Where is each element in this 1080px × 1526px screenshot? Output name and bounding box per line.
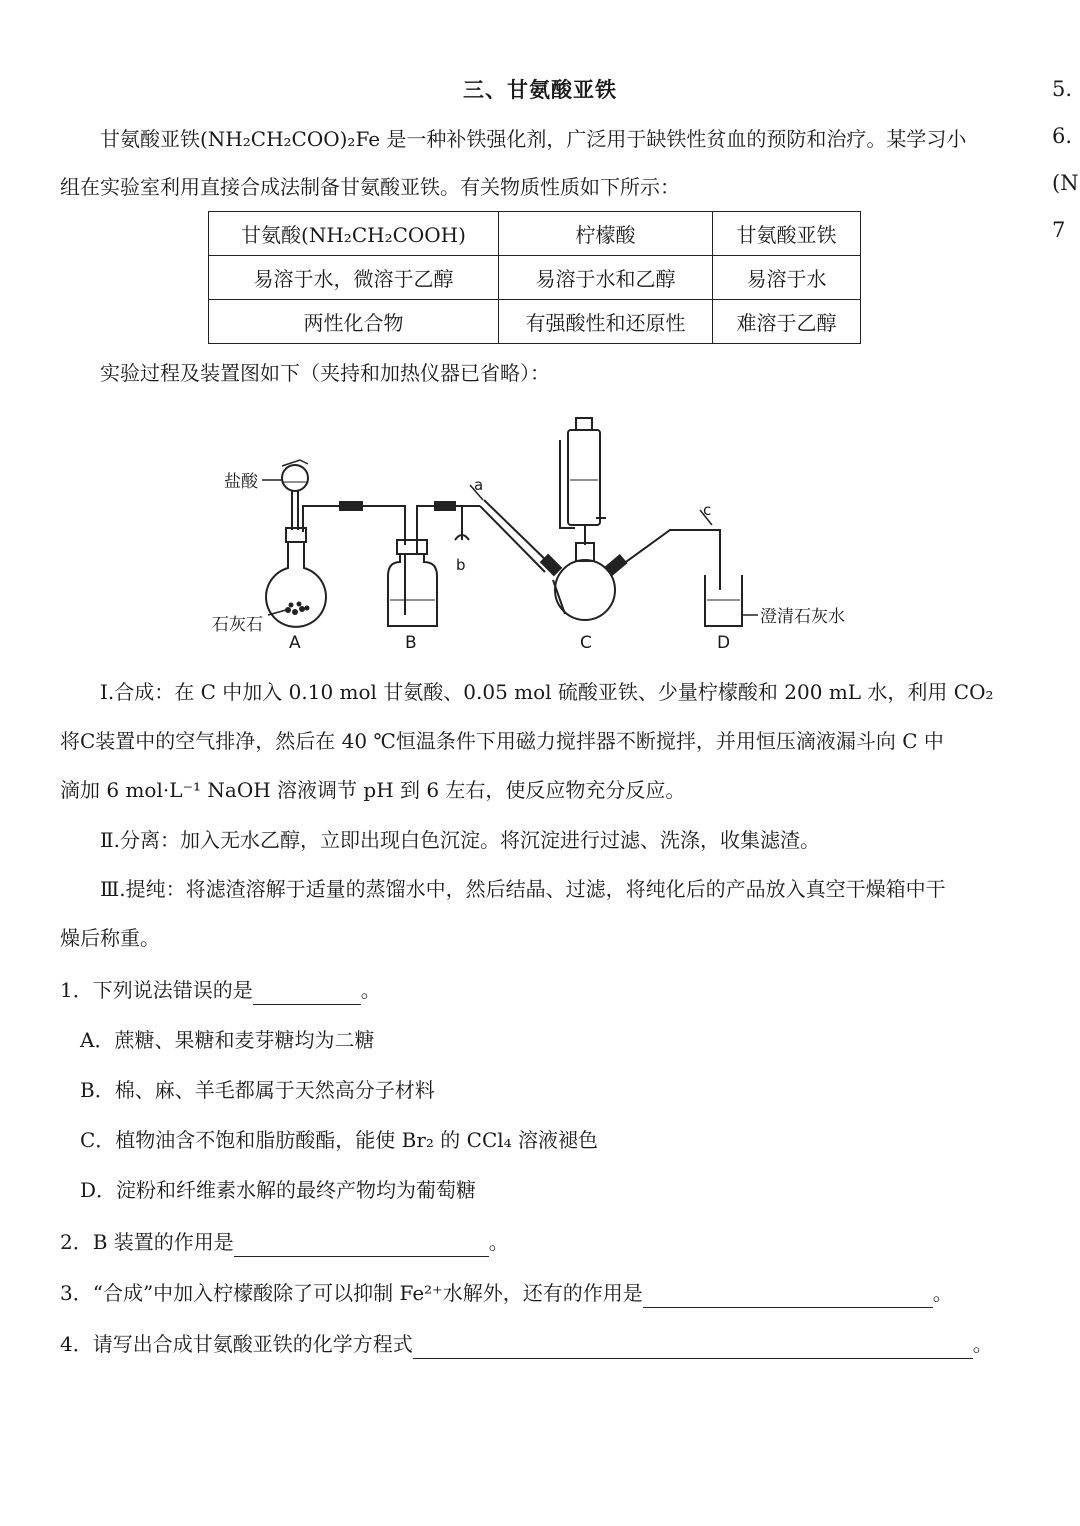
dropping-funnel-bulb xyxy=(282,465,308,491)
apparatus-diagram xyxy=(0,400,1080,660)
question-3-text: 3．“合成”中加入柠檬酸除了可以抑制 Fe²⁺水解外，还有的作用是 xyxy=(60,1281,643,1305)
answer-blank-3[interactable] xyxy=(643,1285,933,1308)
margin-number: 6. xyxy=(1052,124,1073,148)
question-2-text: 2．B 装置的作用是 xyxy=(60,1230,234,1254)
table-row xyxy=(209,212,861,256)
tube-into-c-upper xyxy=(480,506,545,572)
tube-c-to-d xyxy=(612,530,720,590)
process-intro: 实验过程及装置图如下（夹持和加热仪器已省略）： xyxy=(100,361,550,385)
question-3 xyxy=(60,1278,953,1308)
rubber-joint xyxy=(435,502,455,510)
question-1-option-a: A．蔗糖、果糖和麦芽糖均为二糖 xyxy=(80,1028,375,1052)
apparatus-d xyxy=(705,575,758,626)
section-title: 三、甘氨酸亚铁 xyxy=(463,77,617,102)
table-cell: 易溶于水，微溶于乙醇 xyxy=(209,256,499,300)
flask-c-center-neck xyxy=(576,543,594,561)
bottle-b-body xyxy=(388,554,437,626)
intro-line-2: 组在实验室利用直接合成法制备甘氨酸亚铁。有关物质性质如下所示： xyxy=(60,175,680,199)
answer-blank-1[interactable] xyxy=(253,982,361,1005)
properties-table xyxy=(208,211,861,344)
label-apparatus-a: A xyxy=(289,633,301,653)
bottle-b-stopper xyxy=(397,540,427,554)
question-3-end: 。 xyxy=(932,1281,953,1305)
label-hcl: 盐酸 xyxy=(224,472,258,492)
tube-a-to-b xyxy=(303,506,405,545)
rubber-joint xyxy=(606,555,626,574)
question-1-option-b: B．棉、麻、羊毛都属于天然高分子材料 xyxy=(80,1078,435,1102)
apparatus-a xyxy=(266,460,405,627)
tube-into-c-lower xyxy=(484,500,552,566)
question-2-end: 。 xyxy=(488,1230,509,1254)
step-separation: Ⅱ.分离：加入无水乙醇，立即出现白色沉淀。将沉淀进行过滤、洗涤，收集滤渣。 xyxy=(100,828,820,852)
label-limewater: 澄清石灰水 xyxy=(760,607,845,627)
table-cell: 甘氨酸(NH₂CH₂COOH) xyxy=(209,212,499,256)
answer-blank-4[interactable] xyxy=(413,1336,973,1359)
step-synthesis-line-2: 将C装置中的空气排净，然后在 40 ℃恒温条件下用磁力搅拌器不断搅拌，并用恒压滴液漏斗向 C 中 xyxy=(60,729,944,753)
table-cell: 难溶于乙醇 xyxy=(713,300,861,344)
table-row xyxy=(209,256,861,300)
rubber-joint xyxy=(340,502,362,510)
margin-number: 5. xyxy=(1052,77,1073,101)
question-1-option-d: D．淀粉和纤维素水解的最终产物均为葡萄糖 xyxy=(80,1178,477,1202)
label-apparatus-b: B xyxy=(405,633,417,653)
question-2 xyxy=(60,1227,509,1257)
table-row xyxy=(209,300,861,344)
constant-pressure-funnel xyxy=(568,430,600,525)
question-4 xyxy=(60,1329,993,1359)
label-limestone: 石灰石 xyxy=(212,615,263,635)
label-apparatus-c: C xyxy=(580,633,592,653)
question-4-end: 。 xyxy=(972,1332,993,1356)
table-cell: 易溶于水和乙醇 xyxy=(499,256,713,300)
question-1-end: 。 xyxy=(360,978,381,1002)
funnel-c-stopper xyxy=(576,418,592,430)
flask-c-body xyxy=(555,560,615,620)
label-valve-c: c xyxy=(703,501,712,519)
table-cell: 易溶于水 xyxy=(713,256,861,300)
question-1 xyxy=(60,975,381,1005)
margin-number: (N xyxy=(1052,171,1079,195)
table-cell: 甘氨酸亚铁 xyxy=(713,212,861,256)
answer-blank-2[interactable] xyxy=(234,1234,489,1257)
table-cell: 有强酸性和还原性 xyxy=(499,300,713,344)
label-valve-b: b xyxy=(456,556,466,574)
limestone-particles xyxy=(285,602,310,616)
margin-number: 7 xyxy=(1052,218,1066,242)
label-valve-a: a xyxy=(474,476,484,494)
question-1-option-c: C．植物油含不饱和脂肪酸酯，能使 Br₂ 的 CCl₄ 溶液褪色 xyxy=(80,1128,599,1152)
question-4-text: 4．请写出合成甘氨酸亚铁的化学方程式 xyxy=(60,1332,413,1356)
margin-question-numbers xyxy=(1052,66,1079,254)
table-cell: 两性化合物 xyxy=(209,300,499,344)
step-purification-line-1: Ⅲ.提纯：将滤渣溶解于适量的蒸馏水中，然后结晶、过滤，将纯化后的产品放入真空干燥箱中干 xyxy=(100,877,946,901)
step-synthesis-line-3: 滴加 6 mol·L⁻¹ NaOH 溶液调节 pH 到 6 左右，使反应物充分反应。 xyxy=(60,778,686,802)
intro-line-1: 甘氨酸亚铁(NH₂CH₂COO)₂Fe 是一种补铁强化剂，广泛用于缺铁性贫血的预防和治疗。某学习小 xyxy=(100,127,967,151)
step-synthesis-line-1: Ⅰ.合成：在 C 中加入 0.10 mol 甘氨酸、0.05 mol 硫酸亚铁、少量柠檬酸和 200 mL 水，利用 CO₂ xyxy=(100,680,994,704)
label-apparatus-d: D xyxy=(717,633,731,653)
table-cell: 柠檬酸 xyxy=(499,212,713,256)
apparatus-c xyxy=(480,418,720,620)
step-purification-line-2: 燥后称重。 xyxy=(60,926,160,950)
question-1-text: 1．下列说法错误的是 xyxy=(60,978,253,1002)
